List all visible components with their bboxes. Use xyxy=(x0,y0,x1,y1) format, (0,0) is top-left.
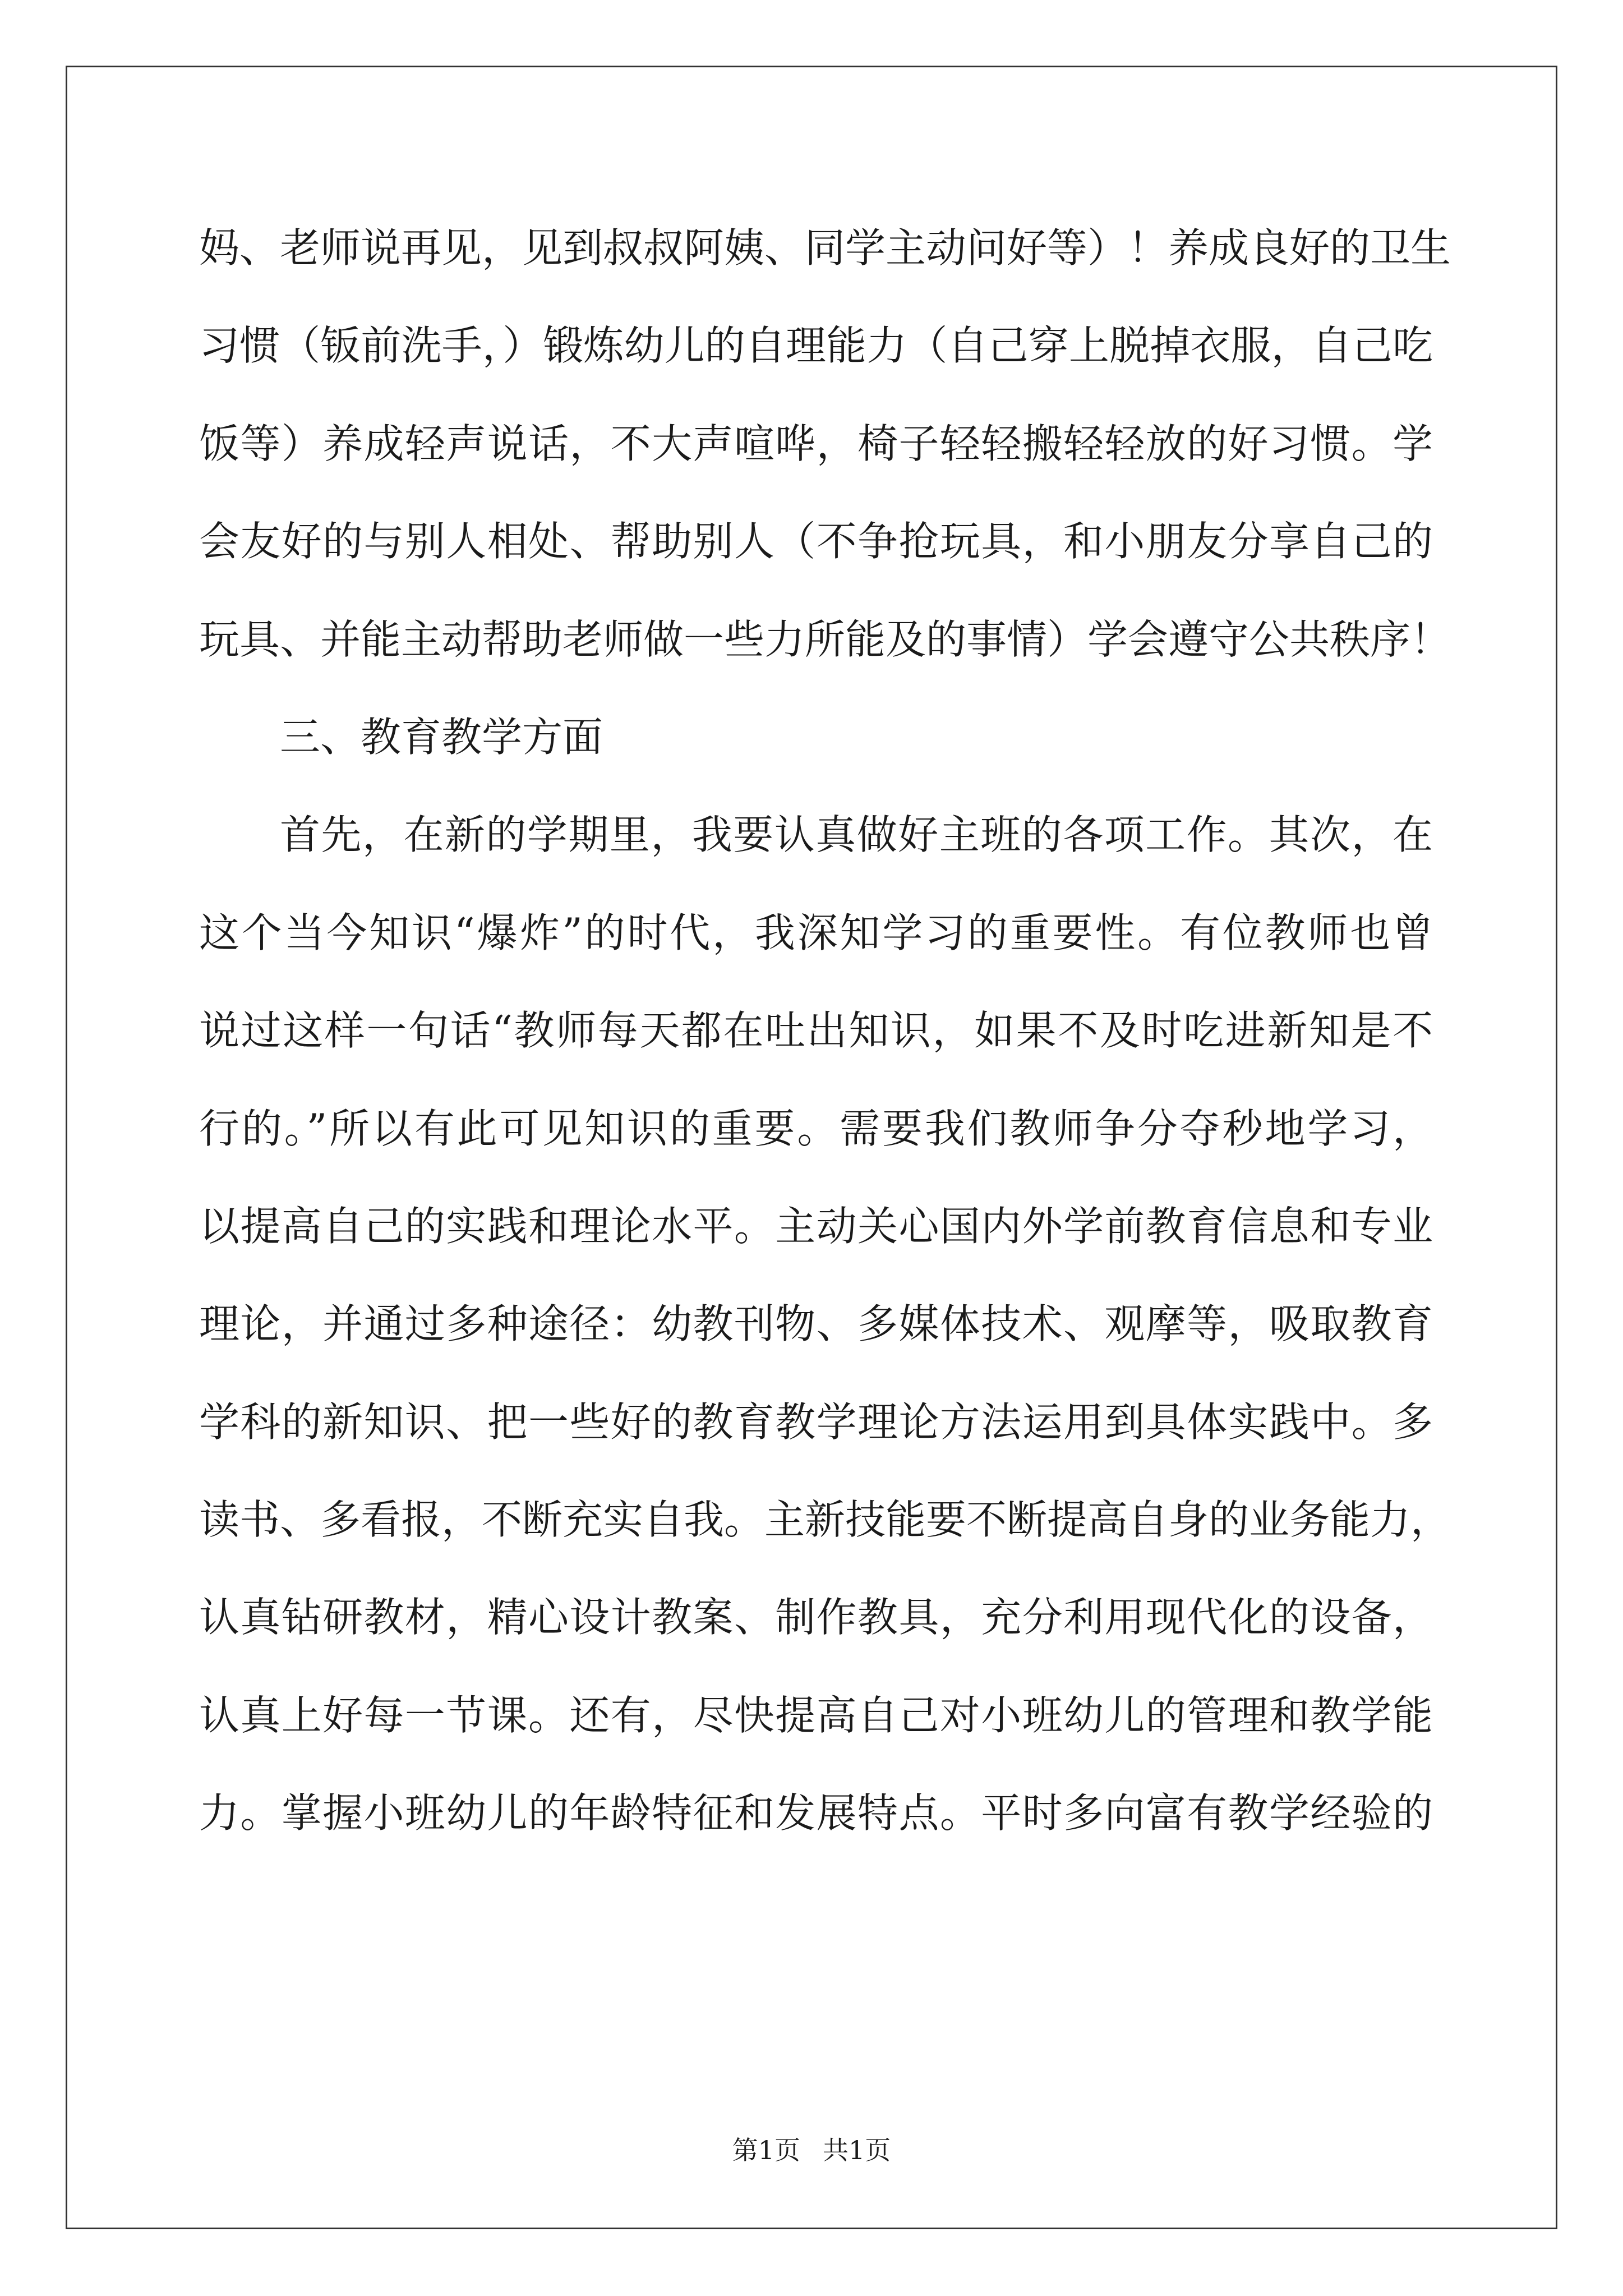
document-body xyxy=(199,199,1451,1862)
text-line: 力。掌握小班幼儿的年龄特征和发展特点。平时多向富有教学经验的 xyxy=(199,1789,1433,1837)
text-line: 妈、老师说再见，见到叔叔阿姨、同学主动问好等）！养成良好的卫生 xyxy=(199,224,1451,272)
text-line: 玩具、并能主动帮助老师做一些力所能及的事情）学会遵守公共秩序！ xyxy=(199,615,1451,663)
section-heading: 三、教育教学方面 xyxy=(280,713,603,761)
page-number: 第1页 xyxy=(732,2135,800,2165)
text-line: 学科的新知识、把一些好的教育教学理论方法运用到具体实践中。多 xyxy=(199,1398,1433,1446)
text-line: 这个当今知识“爆炸”的时代，我深知学习的重要性。有位教师也曾 xyxy=(199,909,1433,956)
text-line: 习惯（钣前洗手，）锻炼幼儿的自理能力（自己穿上脱掉衣服，自己吃 xyxy=(199,322,1433,370)
text-line: 行的。”所以有此可见知识的重要。需要我们教师争分夺秒地学习， xyxy=(199,1105,1433,1152)
text-line: 饭等）养成轻声说话，不大声喧哗，椅子轻轻搬轻轻放的好习惯。学 xyxy=(199,420,1433,467)
text-line: 以提高自己的实践和理论水平。主动关心国内外学前教育信息和专业 xyxy=(199,1202,1433,1250)
text-line: 认真上好每一节课。还有，尽快提高自己对小班幼儿的管理和教学能 xyxy=(199,1691,1433,1739)
text-line: 会友好的与别人相处、帮助别人（不争抢玩具，和小朋友分享自己的 xyxy=(199,518,1433,565)
text-line: 读书、多看报，不断充实自我。主新技能要不断提高自身的业务能力， xyxy=(199,1496,1451,1544)
text-line: 首先，在新的学期里，我要认真做好主班的各项工作。其次，在 xyxy=(280,811,1433,859)
text-line: 说过这样一句话“教师每天都在吐出知识，如果不及时吃进新知是不 xyxy=(199,1007,1433,1055)
page-footer xyxy=(0,2133,1623,2167)
text-line: 认真钻研教材，精心设计教案、制作教具，充分利用现代化的设备， xyxy=(199,1594,1433,1641)
page-total: 共1页 xyxy=(823,2135,891,2165)
text-line: 理论，并通过多种途径：幼教刊物、多媒体技术、观摩等，吸取教育 xyxy=(199,1300,1433,1348)
